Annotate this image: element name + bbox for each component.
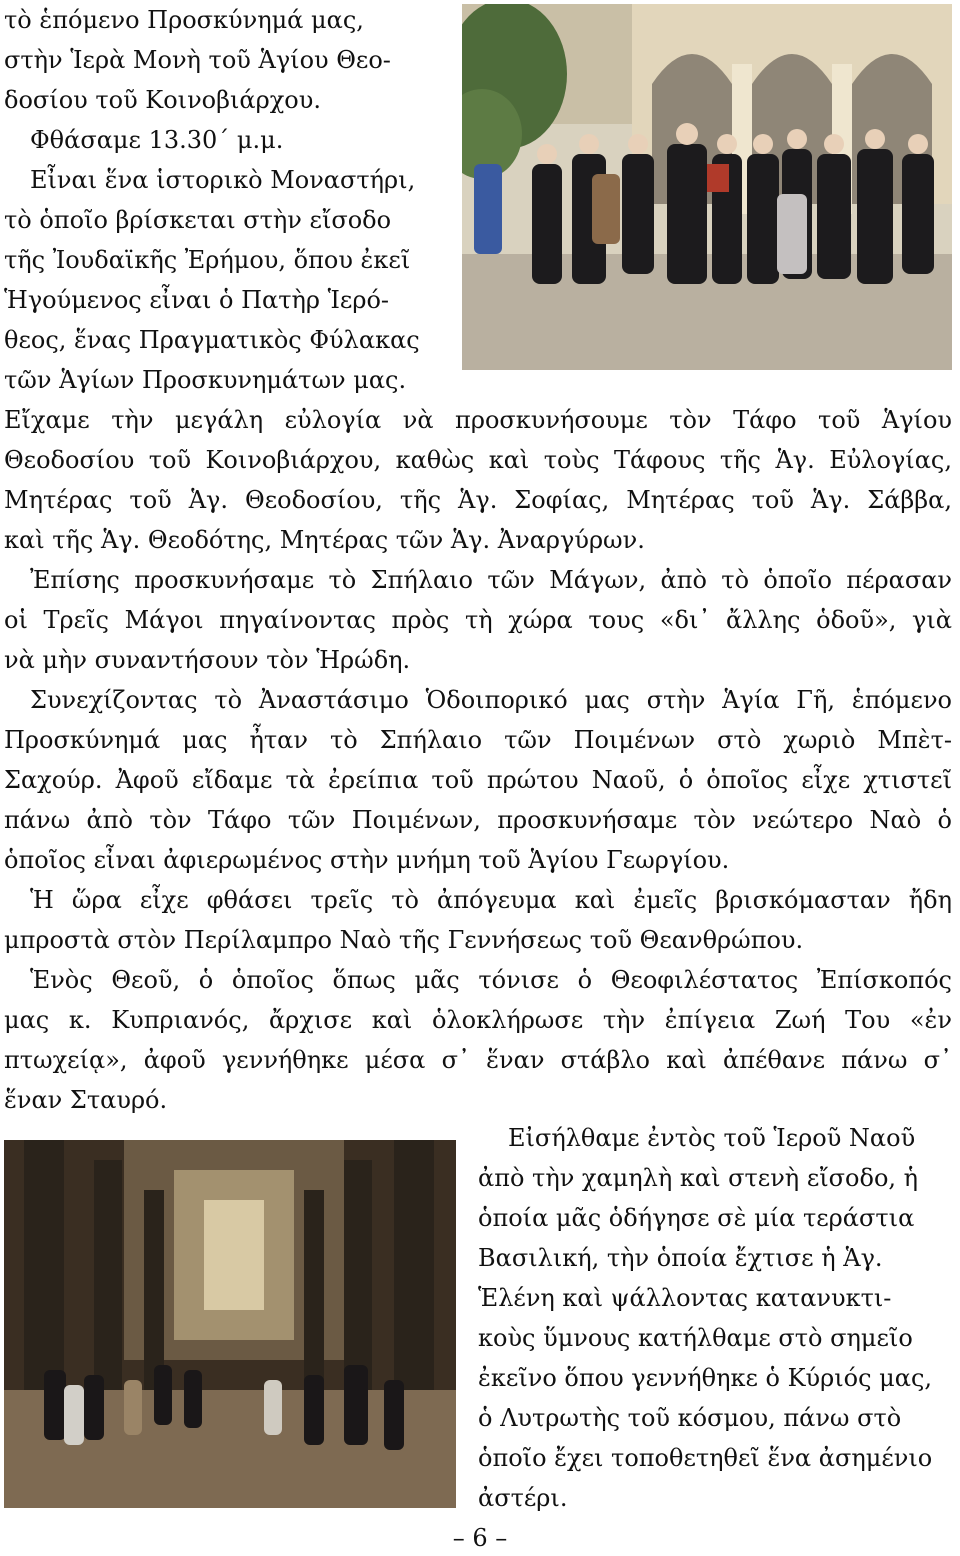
text-line: οἱ Τρεῖς Μάγοι πηγαίνοντας πρὸς τὴ χώρα τους «δι᾽ ἄλλης ὁδοῦ», γιὰ <box>4 606 952 634</box>
text-line: ἀστέρι. <box>478 1484 568 1512</box>
text-line: πάνω ἀπὸ τὸν Τάφο τῶν Ποιμένων, προσκυνήσαμε τὸν νεώτερο Ναὸ ὁ <box>4 806 952 834</box>
text-line: Ἡγούμενος εἶναι ὁ Πατὴρ Ἱερό- <box>4 286 390 314</box>
text-line: Εἴχαμε τὴν μεγάλη εὐλογία νὰ προσκυνήσουμε τὸν Τάφο τοῦ Ἁγίου <box>4 406 952 434</box>
text-line: τὸ ἑπόμενο Προσκύνημά μας, <box>4 6 364 34</box>
basilica-interior-photo <box>4 1140 456 1508</box>
text-line: Συνεχίζοντας τὸ Ἀναστάσιμο Ὁδοιπορικό μας στὴν Ἁγία Γῆ, ἑπόμενο <box>30 686 952 714</box>
text-line: πτωχείᾳ», ἀφοῦ γεννήθηκε μέσα σ᾽ ἕναν στάβλο καὶ ἀπέθανε πάνω σ᾽ <box>4 1046 952 1074</box>
text-line: Ἑλένη καὶ ψάλλοντας κατανυκτι- <box>478 1284 892 1312</box>
text-line: Προσκύνημά μας ἦταν τὸ Σπήλαιο τῶν Ποιμένων στὸ χωριὸ Μπὲτ- <box>4 726 952 754</box>
text-line: τὸ ὁποῖο βρίσκεται στὴν εἴσοδο <box>4 206 392 234</box>
text-line: ἀπὸ τὴν χαμηλὴ καὶ στενὴ εἴσοδο, ἡ <box>478 1164 919 1192</box>
text-line: καὶ τῆς Ἁγ. Θεοδότης, Μητέρας τῶν Ἁγ. Ἀναργύρων. <box>4 526 645 554</box>
text-line: ἐκεῖνο ὅπου γεννήθηκε ὁ Κύριός μας, <box>478 1364 933 1392</box>
text-line: ὁποῖο ἔχει τοποθετηθεῖ ἕνα ἀσημένιο <box>478 1444 933 1472</box>
text-line: Μητέρας τοῦ Ἁγ. Θεοδοσίου, τῆς Ἁγ. Σοφίας, Μητέρας τοῦ Ἁγ. Σάββα, <box>4 486 952 514</box>
text-line: νὰ μὴν συναντήσουν τὸν Ἡρώδη. <box>4 646 411 674</box>
text-line: τῆς Ἰουδαϊκῆς Ἐρήμου, ὅπου ἐκεῖ <box>4 246 411 274</box>
page-number: – 6 – <box>452 1524 508 1552</box>
text-line: Σαχούρ. Ἀφοῦ εἴδαμε τὰ ἐρείπια τοῦ πρώτου Ναοῦ, ὁ ὁποῖος εἶχε χτιστεῖ <box>4 766 952 794</box>
text-line: Ἐπίσης προσκυνήσαμε τὸ Σπήλαιο τῶν Μάγων, ἀπὸ τὸ ὁποῖο πέρασαν <box>30 566 952 594</box>
text-line: θεος, ἕνας Πραγματικὸς Φύλακας <box>4 326 420 354</box>
text-line: στὴν Ἱερὰ Μονὴ τοῦ Ἁγίου Θεο- <box>4 46 391 74</box>
text-line: δοσίου τοῦ Κοινοβιάρχου. <box>4 86 321 114</box>
text-line: μας κ. Κυπριανός, ἄρχισε καὶ ὁλοκλήρωσε τὴν ἐπίγεια Ζωή Του «ἐν <box>4 1006 952 1034</box>
text-line: μπροστὰ στὸν Περίλαμπρο Ναὸ τῆς Γεννήσεως τοῦ Θεανθρώπου. <box>4 926 804 954</box>
text-line: ὁ Λυτρωτὴς τοῦ κόσμου, πάνω στὸ <box>478 1404 902 1432</box>
text-line: κοὺς ὕμνους κατήλθαμε στὸ σημεῖο <box>478 1324 913 1352</box>
text-line: ὁποία μᾶς ὁδήγησε σὲ μία τεράστια <box>478 1204 915 1232</box>
text-line: Ἑνὸς Θεοῦ, ὁ ὁποῖος ὅπως μᾶς τόνισε ὁ Θεοφιλέστατος Ἐπίσκοπός <box>30 966 952 994</box>
text-line: Εἶναι ἕνα ἱστορικὸ Μοναστήρι, <box>30 166 416 194</box>
text-line: τῶν Ἁγίων Προσκυνημάτων μας. <box>4 366 407 394</box>
text-line: Φθάσαμε 13.30΄ μ.μ. <box>30 126 284 154</box>
text-line: ὁποῖος εἶναι ἀφιερωμένος στὴν μνήμη τοῦ Ἁγίου Γεωργίου. <box>4 846 730 874</box>
text-line: Βασιλική, τὴν ὁποία ἔχτισε ἡ Ἁγ. <box>478 1244 883 1272</box>
text-line: ἕναν Σταυρό. <box>4 1086 168 1114</box>
text-line: Εἰσήλθαμε ἐντὸς τοῦ Ἱεροῦ Ναοῦ <box>508 1124 916 1152</box>
monastery-group-photo <box>462 4 952 370</box>
text-line: Θεοδοσίου τοῦ Κοινοβιάρχου, καθὼς καὶ τοὺς Τάφους τῆς Ἁγ. Εὐλογίας, <box>4 446 952 474</box>
text-line: Ἡ ὥρα εἶχε φθάσει τρεῖς τὸ ἀπόγευμα καὶ ἐμεῖς βρισκόμασταν ἤδη <box>30 886 952 914</box>
